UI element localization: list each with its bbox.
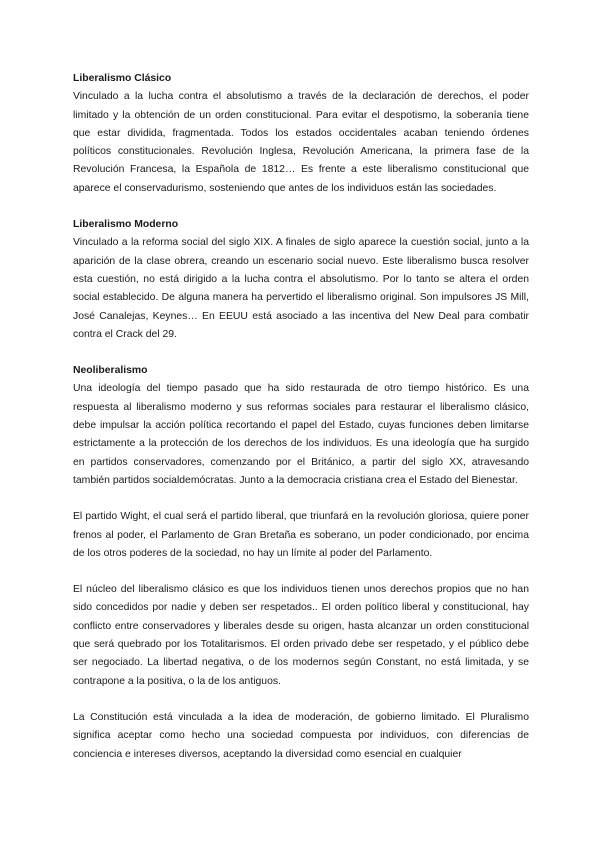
body-paragraph: El núcleo del liberalismo clásico es que los individuos tienen unos derechos propios que no han sido concedidos por nadie y deben ser respetados.. El orden político liberal y constitucional, hay conflicto entre conservadores y liberales desde su origen, hasta alcanzar un orden constitucional que será quebrado por los Totalitarismos. El orden privado debe ser respetado, y el público debe ser negociado. La libertad negativa, o de los modernos según Constant, no está limitada, y se contrapone a la positiva, o la de los antiguos. xyxy=(73,584,529,687)
section-paragraph: Vinculado a la reforma social del siglo XIX. A finales de siglo aparece la cuestión social, junto a la aparición de la clase obrera, creando un escenario social nuevo. Este liberalismo busca resolver esta cuestión, no está dirigido a la lucha contra el absolutismo. Por lo tanto se altera el orden social establecido. De alguna manera ha pervertido el liberalismo original. Son impulsores JS Mill, José Canalejas, Keynes… En EEUU está asociado a las incentiva del New Deal para combatir contra el Crack del 29. xyxy=(73,237,529,340)
paragraph-partido-wight xyxy=(73,508,529,563)
section-paragraph: Una ideología del tiempo pasado que ha sido restaurada de otro tiempo histórico. Es una respuesta al liberalismo moderno y sus reformas sociales para restaurar el liberalismo clásico, debe impulsar la acción política recortando el papel del Estado, cuyas funciones deben limitarse estrictamente a la protección de los derechos de los individuos. Es una ideología que ha surgido en partidos conservadores, comenzando por el Británico, a partir del siglo XX, atravesando también partidos socialdemócratas. Junto a la democracia cristiana crea el Estado del Bienestar. xyxy=(73,383,529,486)
section-heading: Neoliberalismo xyxy=(73,365,148,377)
section-liberalismo-clasico xyxy=(73,70,529,198)
section-liberalismo-moderno xyxy=(73,216,529,344)
section-neoliberalismo xyxy=(73,362,529,490)
section-heading: Liberalismo Clásico xyxy=(73,73,172,84)
paragraph-constitucion xyxy=(73,709,529,764)
paragraph-nucleo-liberalismo xyxy=(73,581,529,691)
body-paragraph: El partido Wight, el cual será el partido liberal, que triunfará en la revolución gloriosa, quiere poner frenos al poder, el Parlamento de Gran Bretaña es soberano, un poder condicionado, por encima de los otros poderes de la sociedad, no hay un límite al poder del Parlamento. xyxy=(73,511,529,559)
document-page xyxy=(73,70,529,782)
body-paragraph: La Constitución está vinculada a la idea de moderación, de gobierno limitado. El Pluralismo significa aceptar como hecho una sociedad compuesta por individuos, con diferencias de conciencia e intereses diversos, aceptando la diversidad como esencial en cualquier xyxy=(73,711,529,760)
section-paragraph: Vinculado a la lucha contra el absolutismo a través de la declaración de derechos, el poder limitado y la obtención de un orden constitucional. Para evitar el despotismo, la soberanía tiene que estar dividida, fragmentada. Todos los estados occidentales acaban teniendo órdenes políticos constitucionales. Revolución Inglesa, Revolución Americana, la primera fase de la Revolución Francesa, la Española de 1812… Es frente a este liberalismo constitucional que aparece el conservadurismo, sosteniendo que antes de los individuos están las sociedades. xyxy=(73,91,529,194)
section-heading: Liberalismo Moderno xyxy=(73,219,179,231)
